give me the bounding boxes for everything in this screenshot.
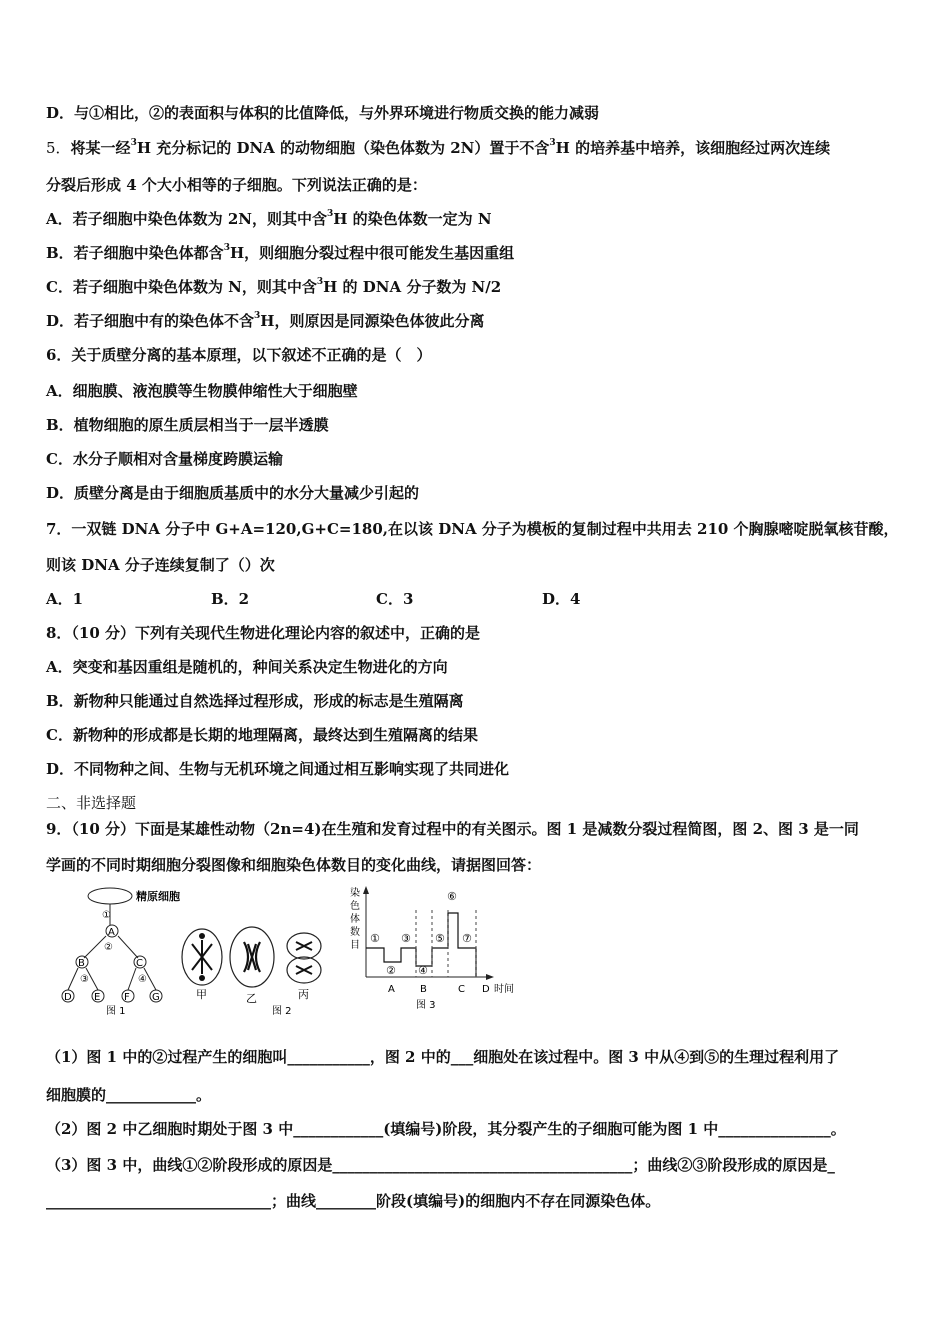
fig1-label: ③ xyxy=(80,974,89,985)
fig1-title: 精原细胞 xyxy=(136,890,180,903)
text: H 的培养基中培养，该细胞经过两次连续 xyxy=(555,139,831,157)
superscript: 3 xyxy=(254,311,261,321)
fig1-label: ④ xyxy=(138,974,147,985)
q5-stem-line2 xyxy=(46,174,427,195)
text: 二、非选择题 xyxy=(46,794,137,812)
superscript: 3 xyxy=(130,138,137,148)
fig3-stage-label: ② xyxy=(386,964,396,977)
figure-1-diagram xyxy=(62,888,180,1017)
q8-option-c xyxy=(46,724,478,745)
fig1-node: C xyxy=(136,958,143,969)
q7-option-b: B．2 xyxy=(211,590,250,608)
text: H 的 DNA 分子数为 N/2 xyxy=(323,278,502,296)
text: C．若子细胞中染色体数为 N，则其中含 xyxy=(46,278,317,296)
q7-stem-line2 xyxy=(46,554,275,575)
text: B．新物种只能通过自然选择过程形成，形成的标志是生殖隔离 xyxy=(46,692,464,710)
fig3-ylabel-char: 目 xyxy=(350,940,360,951)
q6-option-d xyxy=(46,482,419,503)
q9-part1 xyxy=(46,1046,839,1067)
text: （2）图 2 中乙细胞时期处于图 3 中____________(填编号)阶段，其分裂产生的子细胞可能为图 1 中_______________。 xyxy=(46,1120,846,1138)
fig2-label-yi: 乙 xyxy=(246,992,257,1005)
fig1-node: D xyxy=(64,992,72,1003)
text: 将某一经 xyxy=(70,139,131,157)
text: H 的染色体数一定为 N xyxy=(333,210,492,228)
figure-2-cells xyxy=(182,927,321,1017)
text: 学画的不同时期细胞分裂图像和细胞染色体数目的变化曲线，请据图回答： xyxy=(46,856,542,874)
q7-stem xyxy=(46,518,899,539)
q8-option-a xyxy=(46,656,448,677)
fig1-node: G xyxy=(152,992,160,1003)
q5-stem xyxy=(46,137,830,158)
q9-stem-line2 xyxy=(46,854,541,875)
text: ______________________________；曲线________阶段(填编号)的细胞内不存在同源染色体。 xyxy=(46,1192,661,1210)
text: D．若子细胞中有的染色体不含 xyxy=(46,312,255,330)
text: 8．（10 分）下列有关现代生物进化理论内容的叙述中，正确的是 xyxy=(46,624,481,642)
figure-3-curve xyxy=(350,886,514,1011)
q6-stem xyxy=(46,344,431,365)
text: 分裂后形成 4 个大小相等的子细胞。下列说法正确的是： xyxy=(46,176,427,194)
fig2-caption: 图 2 xyxy=(272,1006,292,1017)
text: A．突变和基因重组是随机的，种间关系决定生物进化的方向 xyxy=(46,658,448,676)
superscript: 3 xyxy=(549,138,556,148)
fig3-stage-label: ⑥ xyxy=(447,890,457,903)
text: A．细胞膜、液泡膜等生物膜伸缩性大于细胞壁 xyxy=(46,382,358,400)
text: D．质壁分离是由于细胞质基质中的水分大量减少引起的 xyxy=(46,484,420,502)
text: （1）图 1 中的②过程产生的细胞叫___________，图 2 中的___细胞处在该过程中。图 3 中从④到⑤的生理过程利用了 xyxy=(46,1048,840,1066)
text: 7．一双链 DNA 分子中 G+A=120,G+C=180,在以该 DNA 分子为模板的复制过程中共用去 210 个胸腺嘧啶脱氧核苷酸， xyxy=(46,520,899,538)
q9-stem xyxy=(46,818,859,839)
fig3-xtick: A xyxy=(388,984,395,995)
fig1-node: F xyxy=(124,992,130,1003)
text: 则该 DNA 分子连续复制了（）次 xyxy=(46,556,275,574)
q4-option-d xyxy=(46,102,599,123)
fig3-ylabel-char: 数 xyxy=(350,927,360,938)
fig3-ylabel-char: 色 xyxy=(350,901,360,912)
q7-option-d: D．4 xyxy=(542,590,581,608)
text: 9．（10 分）下面是某雄性动物（2n=4)在生殖和发育过程中的有关图示。图 1 是减数分裂过程简图，图 2、图 3 是一同 xyxy=(46,820,859,838)
fig3-stage-label: ③ xyxy=(401,932,411,945)
text: 6．关于质壁分离的基本原理，以下叙述不正确的是（ ） xyxy=(46,346,432,364)
text: （3）图 3 中，曲线①②阶段形成的原因是________________________________________；曲线②③阶段形成的原因是_ xyxy=(46,1156,835,1174)
fig3-xtick: C xyxy=(458,984,465,995)
fig1-node: B xyxy=(78,958,85,969)
fig3-caption: 图 3 xyxy=(416,1000,436,1011)
q9-part1-line2 xyxy=(46,1084,211,1105)
q6-option-b xyxy=(46,414,329,435)
fig3-stage-label: ① xyxy=(370,932,380,945)
q7-option-a: A．1 xyxy=(46,590,84,608)
text: H，则原因是同源染色体彼此分离 xyxy=(260,312,485,330)
section-heading xyxy=(46,792,136,813)
fig3-stage-label: ④ xyxy=(418,964,428,977)
fig3-xlabel: 时间 xyxy=(494,984,514,995)
q7-option-c: C．3 xyxy=(376,590,414,608)
text: D．不同物种之间、生物与无机环境之间通过相互影响实现了共同进化 xyxy=(46,760,510,778)
q8-stem xyxy=(46,622,480,643)
q9-part2 xyxy=(46,1118,846,1139)
text: B．若子细胞中染色体都含 xyxy=(46,244,224,262)
q9-figure xyxy=(46,880,526,1020)
q5-option-d xyxy=(46,310,484,331)
fig1-node: A xyxy=(108,927,115,938)
text: C．水分子顺相对含量梯度跨膜运输 xyxy=(46,450,283,468)
q5-option-b xyxy=(46,242,514,263)
q8-option-d xyxy=(46,758,509,779)
fig3-ylabel-char: 染 xyxy=(350,888,360,899)
fig3-stage-label: ⑤ xyxy=(435,932,445,945)
q5-option-c xyxy=(46,276,501,297)
q6-option-a xyxy=(46,380,358,401)
text: 细胞膜的____________。 xyxy=(46,1086,212,1104)
fig1-caption: 图 1 xyxy=(106,1006,126,1017)
fig2-label-bing: 丙 xyxy=(298,988,309,1001)
fig3-stage-label: ⑦ xyxy=(462,932,472,945)
q5-option-a xyxy=(46,208,492,229)
q9-part3 xyxy=(46,1154,835,1175)
fig1-label: ② xyxy=(104,942,113,953)
fig3-ylabel-char: 体 xyxy=(350,914,360,925)
fig3-xtick: B xyxy=(420,984,427,995)
fig2-label-jia: 甲 xyxy=(196,988,207,1001)
question-number: 5． xyxy=(46,139,71,157)
fig3-xtick: D xyxy=(482,984,490,995)
text: H 充分标记的 DNA 的动物细胞（染色体数为 2N）置于不含 xyxy=(136,139,550,157)
q8-option-b xyxy=(46,690,464,711)
superscript: 3 xyxy=(223,243,230,253)
superscript: 3 xyxy=(316,277,324,287)
text: D．与①相比，②的表面积与体积的比值降低，与外界环境进行物质交换的能力减弱 xyxy=(46,104,600,122)
fig1-node: E xyxy=(94,992,101,1003)
q9-part3-line2 xyxy=(46,1190,660,1211)
fig1-label: ① xyxy=(102,910,111,921)
text: B．植物细胞的原生质层相当于一层半透膜 xyxy=(46,416,329,434)
q6-option-c xyxy=(46,448,283,469)
text: H，则细胞分裂过程中很可能发生基因重组 xyxy=(229,244,515,262)
text: C．新物种的形成都是长期的地理隔离，最终达到生殖隔离的结果 xyxy=(46,726,478,744)
superscript: 3 xyxy=(327,209,334,219)
text: A．若子细胞中染色体数为 2N，则其中含 xyxy=(46,210,328,228)
